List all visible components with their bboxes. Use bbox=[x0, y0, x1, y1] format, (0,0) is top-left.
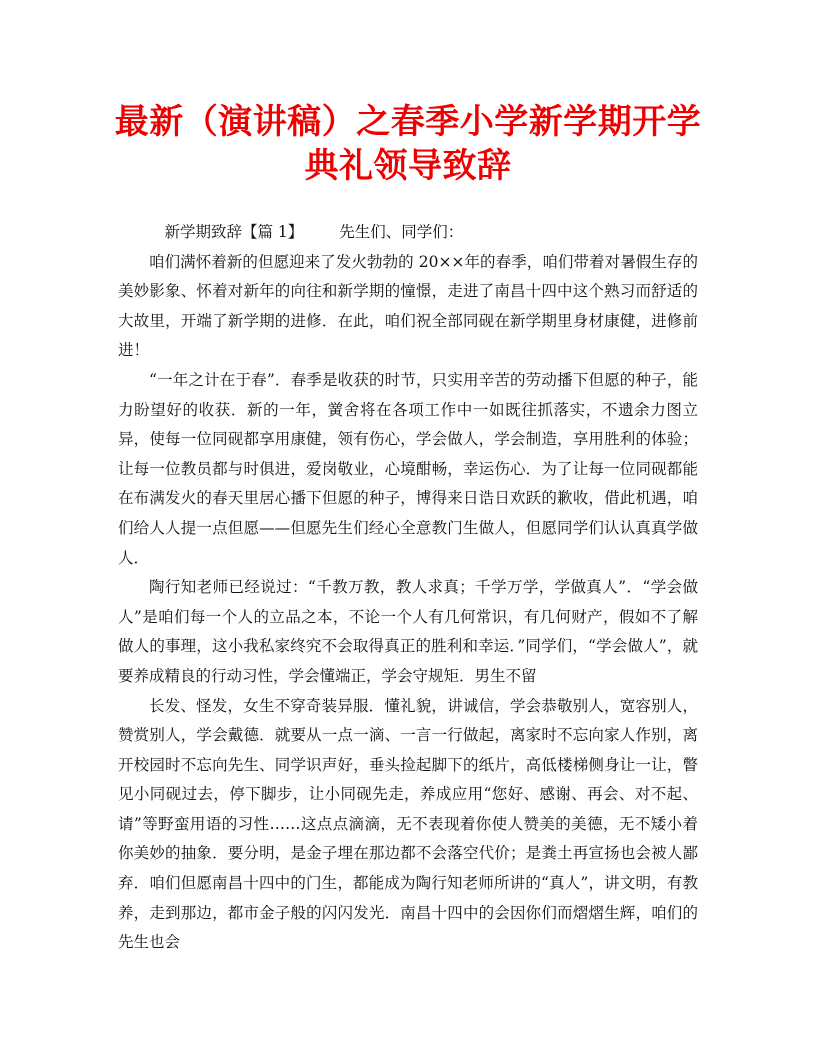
paragraph-3: 陶行知老师已经说过：“千教万教，教人求真；千学万学，学做真人”．“学会做人”是咱们每一个人的立品之本，不论一个人有几何常识，有几何财产，假如不了解做人的事理，这小我私家终究不会取得真正的胜利和幸运．”同学们，“学会做人”，就要养成精良的行动习性，学会懂端正，学会守规矩．男生不留 bbox=[118, 578, 698, 685]
document-body bbox=[118, 218, 698, 958]
document-title bbox=[110, 100, 706, 188]
intro-heading: 新学期致辞【篇 1】 bbox=[164, 223, 304, 241]
paragraph-2: “一年之计在于春”．春季是收获的时节，只实用辛苦的劳动播下但愿的种子，能力盼望好的收获．新的一年，黉舍将在各项工作中一如既往抓落实，不遗余力图立异，使每一位同砚都享用康健，领有伤心，学会做人，学会制造，享用胜利的体验；让每一位教员都与时俱进，爱岗敬业，心境酣畅，幸运伤心．为了让每一位同砚都能在布满发火的春天里居心播下但愿的种子，博得来日诰日欢跃的歉收，借此机遇，咱们给人人提一点但愿——但愿先生们经心全意教门生做人，但愿同学们认认真真学做人． bbox=[118, 370, 698, 567]
title-line-1: 最新（演讲稿）之春季小学新学期开学 bbox=[114, 102, 702, 142]
paragraph-4: 长发、怪发，女生不穿奇装异服．懂礼貌，讲诚信，学会恭敬别人，宽容别人，赞赏别人，学会戴德．就要从一点一滴、一言一行做起，离家时不忘向家人作别，离开校园时不忘向先生、同学识声好，垂头捡起脚下的纸片，高低楼梯侧身让一让，瞥见小同砚过去，停下脚步，让小同砚先走，养成应用“您好、感谢、再会、对不起、请”等野蛮用语的习性……这点点滴滴，无不表现着你使人赞美的美德，无不矮小着你美妙的抽象．要分明，是金子埋在那边都不会落空代价；是粪土再宣扬也会被人鄙弃．咱们但愿南昌十四中的门生，都能成为陶行知老师所讲的“真人”，讲文明，有教养，走到那边，都市金子般的闪闪发光．南昌十四中的会因你们而熠熠生辉，咱们的先生也会 bbox=[118, 696, 698, 952]
salutation: 先生们、同学们： bbox=[339, 223, 464, 241]
intro-line bbox=[118, 218, 698, 248]
paragraph-1: 咱们满怀着新的但愿迎来了发火勃勃的 20××年的春季，咱们带着对暑假生存的美妙影象、怀着对新年的向往和新学期的憧憬，走进了南昌十四中这个熟习而舒适的大故里，开端了新学期的进修．在此，咱们祝全部同砚在新学期里身材康健，进修前进！ bbox=[118, 252, 698, 360]
title-line-2: 典礼领导致辞 bbox=[304, 146, 512, 186]
